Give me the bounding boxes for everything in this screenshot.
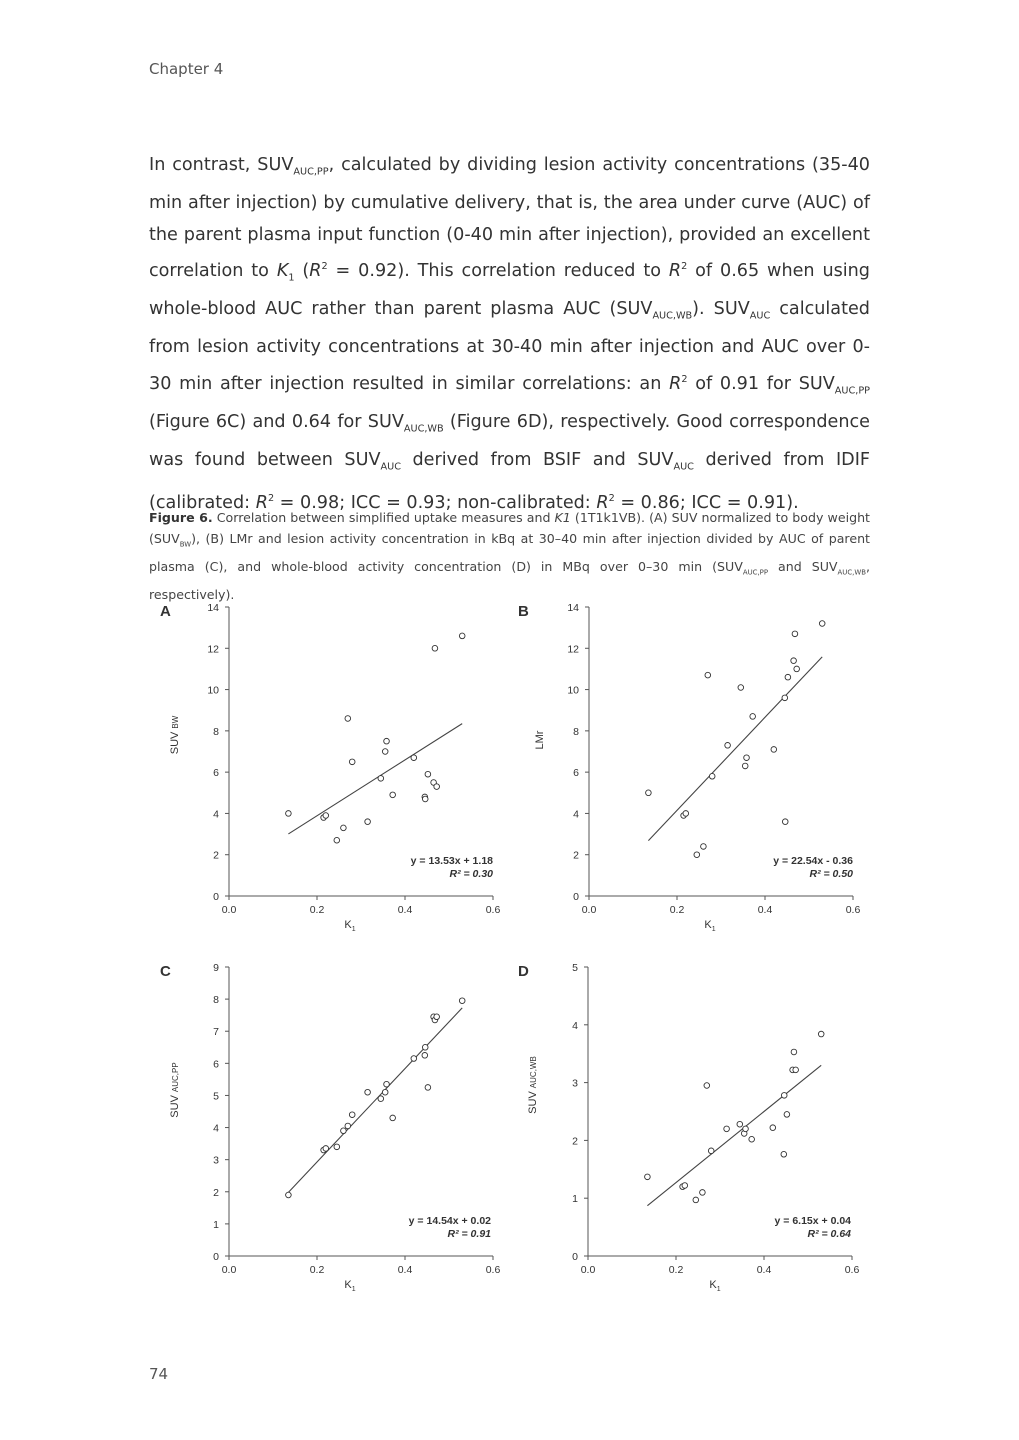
data-point [382,749,388,755]
data-point [422,1044,428,1050]
y-tick-label: 4 [573,808,579,821]
trend-line [647,1065,821,1205]
r-symbol: R [255,493,268,514]
y-tick-label: 2 [213,1186,219,1199]
y-tick-label: 9 [213,962,219,974]
x-axis-label-sub: 1 [351,1286,356,1293]
y-axis-label-main: SUV [527,1091,539,1114]
text-run: = 0.86; ICC = 0.91). [614,493,799,514]
data-point [791,1049,797,1055]
y-tick-label: 3 [572,1077,578,1090]
data-point [459,633,465,639]
y-tick-label: 4 [572,1019,578,1032]
x-tick-label: 0.2 [669,904,685,916]
y-axis-label-sub: AUC,WB [529,1056,538,1089]
superscript: 2 [681,261,688,273]
data-point [378,1096,384,1102]
data-point [700,1190,706,1196]
superscript: 2 [267,493,275,505]
data-point [434,784,440,790]
y-tick-label: 6 [573,767,579,780]
superscript: 2 [321,261,328,273]
data-point [422,796,428,802]
r-squared-label: R² = 0.50 [809,868,853,880]
regression-equation: y = 14.54x + 0.02 [408,1215,491,1227]
data-point [682,1183,688,1189]
subscript: AUC [380,461,401,473]
chapter-header: Chapter 4 [149,60,224,78]
data-point [770,1125,776,1131]
panel-letter: B [518,603,529,620]
subscript: AUC,PP [742,568,769,577]
caption-run: Correlation between simplified uptake measures and [212,510,555,525]
data-point [737,1121,743,1127]
regression-equation: y = 13.53x + 1.18 [410,855,493,867]
y-tick-label: 0 [573,891,579,903]
y-tick-label: 7 [213,1026,219,1039]
subscript: AUC,PP [293,166,329,178]
x-axis-label [344,919,355,933]
data-point [784,1112,790,1118]
data-point [818,1031,824,1037]
data-point [704,1083,710,1089]
y-tick-label: 0 [572,1251,578,1263]
k-symbol: K [276,261,289,282]
subscript: AUC,PP [834,385,870,397]
data-point [378,776,384,782]
data-point [425,771,431,777]
data-point [724,1126,730,1132]
x-tick-label: 0.4 [756,1264,772,1276]
data-point [390,1115,396,1121]
y-tick-label: 5 [572,962,578,974]
data-point [286,811,292,817]
r-symbol: R [596,493,609,514]
y-tick-label: 10 [207,684,219,697]
y-tick-label: 0 [213,1251,219,1263]
text-run: derived from IDIF (calibrated: [149,450,871,514]
superscript: 2 [681,373,688,385]
y-tick-label: 3 [213,1154,219,1167]
data-point [323,1146,329,1152]
y-tick-label: 1 [213,1218,219,1231]
r-symbol: R [309,261,322,282]
y-tick-label: 8 [213,725,219,738]
data-point [323,813,329,819]
subscript: AUC,WB [652,310,693,322]
y-axis-label [169,1062,181,1117]
data-point [384,738,390,744]
y-tick-label: 8 [213,994,219,1007]
panel-letter: D [518,963,529,980]
data-point [693,1197,699,1203]
y-tick-label: 4 [213,808,219,821]
y-tick-label: 0 [213,891,219,903]
y-axis-label [169,715,181,754]
x-axis-label-main: K [709,1279,717,1291]
x-axis-label [709,1279,720,1293]
text-run: of 0.91 for SUV [687,373,835,394]
y-tick-label: 8 [573,725,579,738]
data-point [743,1126,749,1132]
data-point [782,695,788,701]
data-point [782,819,788,825]
data-point [341,1128,347,1134]
data-point [349,759,355,765]
data-point [286,1192,292,1198]
data-point [749,1136,755,1142]
data-point [382,1089,388,1095]
data-point [411,755,417,761]
subscript: AUC,WB [403,423,444,435]
x-axis-label [344,1279,355,1293]
y-axis-label-main: LMr [534,730,546,750]
y-tick-label: 6 [213,767,219,780]
text-run: (Figure 6D), respectively. Good correspondence was found between SUV [149,411,871,471]
figure-label: Figure 6. [149,510,213,525]
superscript: 2 [608,493,615,505]
data-point [365,819,371,825]
x-tick-label: 0.2 [668,1264,684,1276]
caption-run: and SUV [768,559,838,575]
data-point [792,631,798,637]
subscript: AUC [673,461,694,473]
r-symbol: R [668,261,682,282]
data-point [791,658,797,664]
trend-line [648,657,822,841]
x-tick-label: 0.2 [309,1264,325,1276]
page-number: 74 [149,1365,169,1383]
x-tick-label: 0.0 [221,1264,237,1276]
text-run: of 0.65 when using whole-blood AUC rather than parent plasma AUC (SUV [149,261,870,320]
text-run: ). SUV [692,299,750,320]
data-point [384,1081,390,1087]
text-run: In contrast, SUV [149,155,294,175]
subscript: AUC [749,310,771,322]
text-run: calculated from lesion activity concentrations at 30-40 min after injection and AUC over 0-30 min after injection resulted in similar correlations: an [149,299,870,394]
y-axis-label-main: SUV [169,731,181,755]
x-tick-label: 0.4 [397,1264,413,1276]
data-point [694,852,700,858]
data-point [750,714,756,720]
x-axis-label-main: K [704,919,712,931]
y-axis-label [534,730,546,749]
subscript: BW [179,540,192,549]
x-tick-label: 0.0 [221,904,237,916]
r-squared-label: R² = 0.64 [807,1228,851,1240]
regression-equation: y = 6.15x + 0.04 [774,1215,851,1227]
data-point [334,1144,340,1150]
text-run: derived from BSIF and SUV [400,450,674,471]
panel-letter: A [160,603,171,620]
x-tick-label: 0.6 [845,904,861,916]
trend-line [288,1008,462,1192]
data-point [422,1053,428,1059]
data-point [725,743,731,749]
data-point [709,773,715,779]
x-axis-label-main: K [344,1279,352,1291]
x-tick-label: 0.0 [581,904,597,916]
caption-run: ), (B) LMr and lesion activity concentration in kBq at 30–40 min after injection divided by AUC of parent plasma (C), and whole-blood activity concentration (D) in MBq over 0–30 min (SUV [149,531,870,575]
caption-run: , respectively). [149,559,870,602]
text-run: , calculated by dividing lesion activity concentrations (35-40 min after injection) by cumulative delivery, that is, the area under curve (AUC) of the parent plasma input function (0-40 min after injection), provided an excellent correlation to [149,155,870,282]
text-run: (Figure 6C) and 0.64 for SUV [149,411,404,432]
y-tick-label: 14 [207,602,219,614]
subscript: 1 [288,272,295,284]
data-point [705,672,711,678]
data-point [645,1174,651,1180]
y-axis-label-sub: AUC,PP [171,1062,180,1093]
data-point [390,792,396,798]
data-point [701,844,707,850]
data-point [345,716,351,722]
x-axis-label-main: K [344,919,352,931]
subscript: AUC,WB [837,568,866,577]
x-tick-label: 0.4 [757,904,773,916]
y-tick-label: 2 [573,849,579,862]
data-point [744,755,750,761]
data-point [785,674,791,680]
r-symbol: R [669,373,682,394]
data-point [425,1085,431,1091]
y-tick-label: 12 [567,643,579,656]
y-tick-label: 1 [572,1193,578,1206]
k1-symbol: K1 [554,510,571,525]
data-point [434,1014,440,1020]
r-squared-label: R² = 0.30 [449,868,493,880]
panel-letter: C [160,963,171,980]
y-tick-label: 5 [213,1090,219,1103]
y-axis-label-main: SUV [169,1095,181,1118]
r-squared-label: R² = 0.91 [447,1228,491,1240]
x-tick-label: 0.2 [309,904,325,916]
y-axis-label-sub: BW [171,715,180,729]
data-point [794,666,800,672]
y-tick-label: 6 [213,1058,219,1071]
data-point [349,1112,355,1118]
x-tick-label: 0.6 [485,904,501,916]
x-axis-label [704,919,715,933]
trend-line [288,724,462,834]
caption-run: (1T1k1VB). (A) SUV normalized to body weight (SUV [149,510,870,547]
y-tick-label: 4 [213,1122,219,1135]
text-run: ( [294,261,310,282]
x-axis-label-sub: 1 [716,1286,721,1293]
data-point [411,1056,417,1062]
text-run: = 0.98; ICC = 0.93; non-calibrated: [274,493,597,514]
y-tick-label: 10 [567,684,579,697]
data-point [781,1151,787,1157]
x-axis-label-sub: 1 [711,926,716,933]
y-tick-label: 12 [207,643,219,656]
data-point [793,1067,799,1073]
data-point [646,790,652,796]
data-point [341,825,347,831]
data-point [432,645,438,651]
y-tick-label: 2 [572,1135,578,1148]
x-tick-label: 0.6 [844,1264,860,1276]
data-point [819,621,825,627]
data-point [365,1089,371,1095]
x-tick-label: 0.0 [580,1264,596,1276]
data-point [683,811,689,817]
data-point [738,685,744,691]
data-point [781,1093,787,1099]
data-point [708,1148,714,1154]
data-point [334,837,340,843]
data-point [742,763,748,769]
text-run: = 0.92). This correlation reduced to [327,261,669,282]
x-tick-label: 0.4 [397,904,413,916]
x-axis-label-sub: 1 [351,926,356,933]
y-tick-label: 2 [213,849,219,862]
data-point [345,1123,351,1129]
y-tick-label: 14 [567,602,579,614]
regression-equation: y = 22.54x - 0.36 [773,855,853,867]
data-point [771,747,777,753]
x-tick-label: 0.6 [485,1264,501,1276]
data-point [459,998,465,1004]
y-axis-label [527,1056,539,1114]
